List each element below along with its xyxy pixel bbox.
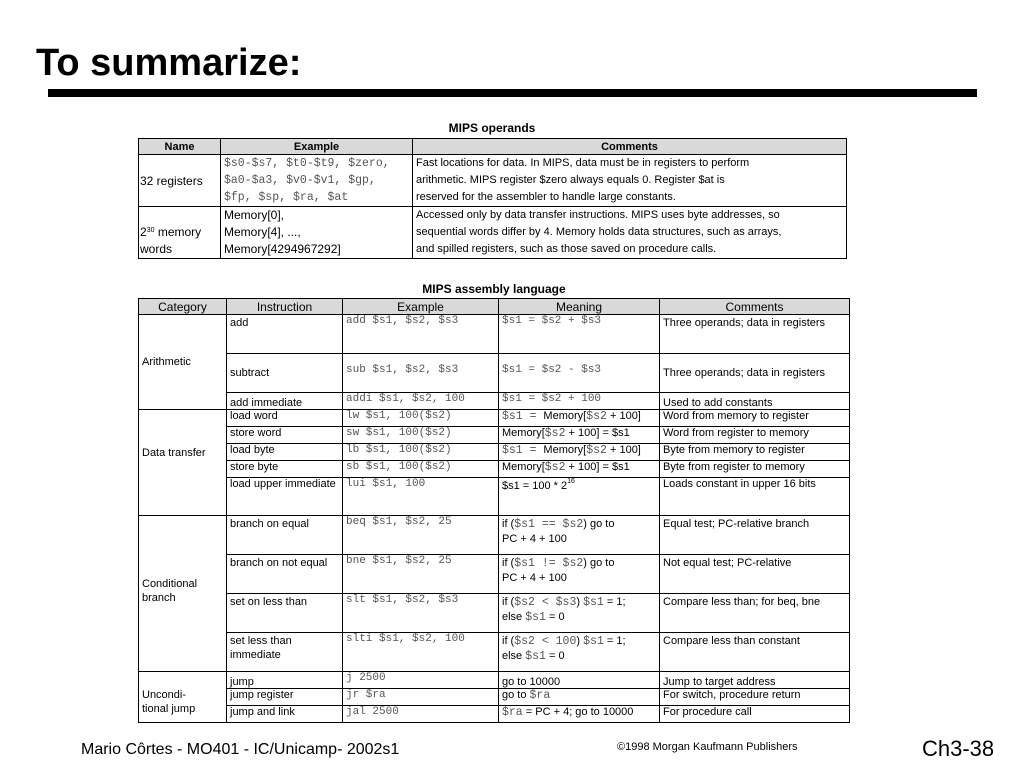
comment-cell: Equal test; PC-relative branch [660,516,850,555]
instruction-cell: set on less than [227,594,343,633]
instruction-cell: add immediate [227,393,343,410]
assembly-caption: MIPS assembly language [422,282,566,296]
table-row [139,427,850,444]
example-cell: sb $s1, 100($s2) [343,461,499,478]
meaning-cell: go to 10000 [499,672,660,689]
meaning-cell: Memory[$s2 + 100] = $s1 [499,427,660,444]
instruction-cell: branch on equal [227,516,343,555]
example-cell: beq $s1, $s2, 25 [343,516,499,555]
comment-cell: Byte from register to memory [660,461,850,478]
instruction-cell: load byte [227,444,343,461]
meaning-cell: $s1 = $s2 - $s3 [499,354,660,393]
table-row [139,461,850,478]
instruction-cell: jump [227,672,343,689]
operand-name: $2^{30}$ memory words [139,207,221,259]
title-rule [48,89,977,97]
example-cell: slt $s1, $s2, $s3 [343,594,499,633]
table-row [139,478,850,516]
table-row [139,315,850,354]
table-row [139,410,850,427]
instruction-cell: subtract [227,354,343,393]
table-row [139,516,850,555]
example-cell: sw $s1, 100($s2) [343,427,499,444]
header-name: Name [139,139,221,155]
footer-author: Mario Côrtes - MO401 - IC/Unicamp- 2002s1 [81,741,400,758]
table-row [139,393,850,410]
comment-cell: Byte from memory to register [660,444,850,461]
meaning-cell: if ($s2 < $s3) $s1 = 1; else $s1 = 0 [499,594,660,633]
instruction-cell: load word [227,410,343,427]
operand-comment: Fast locations for data. In MIPS, data must be in registers to perform arithmetic. MIPS register $zero always equals 0. Register $at is reserved for the assembler to handle large constants. [413,155,847,207]
table-row [139,155,847,207]
table-row [139,594,850,633]
instruction-cell: jump register [227,689,343,706]
header-example: Example [343,299,499,315]
example-cell: lw $s1, 100($s2) [343,410,499,427]
header-category: Category [139,299,227,315]
category-arithmetic: Arithmetic [139,315,227,410]
meaning-cell: $ra = PC + 4; go to 10000 [499,706,660,723]
category-data-transfer: Data transfer [139,410,227,516]
meaning-cell: $s1 = $s2 + 100 [499,393,660,410]
slide-title: To summarize: [36,42,302,84]
instruction-cell: jump and link [227,706,343,723]
meaning-cell: $s1 = Memory[$s2 + 100] [499,444,660,461]
footer-copyright: ©1998 Morgan Kaufmann Publishers [617,741,798,753]
table-row [139,444,850,461]
instruction-cell: load upper immediate [227,478,343,516]
header-comments: Comments [660,299,850,315]
table-row [139,689,850,706]
meaning-cell: if ($s1 == $s2) go to PC + 4 + 100 [499,516,660,555]
example-cell: j 2500 [343,672,499,689]
comment-cell: For switch, procedure return [660,689,850,706]
meaning-cell: $s1 = $100 * 2^{16}$ [499,478,660,516]
header-instruction: Instruction [227,299,343,315]
comment-cell: Compare less than; for beq, bne [660,594,850,633]
header-comments: Comments [413,139,847,155]
table-row [139,354,850,393]
comment-cell: Compare less than constant [660,633,850,672]
comment-cell: Three operands; data in registers [660,315,850,354]
footer-slide-number: Ch3-38 [922,736,995,761]
table-row [139,672,850,689]
example-cell: bne $s1, $s2, 25 [343,555,499,594]
operands-caption: MIPS operands [448,121,536,135]
category-conditional-branch: Conditional branch [139,516,227,672]
comment-cell: Word from memory to register [660,410,850,427]
example-cell: jal 2500 [343,706,499,723]
table-row [139,706,850,723]
operand-comment: Accessed only by data transfer instructions. MIPS uses byte addresses, so sequential words differ by 4. Memory holds data structures, such as arrays, and spilled registers, such as those saved on procedure calls. [413,207,847,259]
comment-cell: Word from register to memory [660,427,850,444]
meaning-cell: $s1 = $s2 + $s3 [499,315,660,354]
header-meaning: Meaning [499,299,660,315]
operand-name: 32 registers [139,155,221,207]
example-cell: lb $s1, 100($s2) [343,444,499,461]
instruction-cell: store word [227,427,343,444]
example-cell: lui $s1, 100 [343,478,499,516]
example-cell: addi $s1, $s2, 100 [343,393,499,410]
instruction-cell: store byte [227,461,343,478]
example-cell: add $s1, $s2, $s3 [343,315,499,354]
operand-example: $s0-$s7, $t0-$t9, $zero, $a0-$a3, $v0-$v1, $gp, $fp, $sp, $ra, $at [221,155,413,207]
comment-cell: Loads constant in upper 16 bits [660,478,850,516]
meaning-cell: if ($s1 != $s2) go to PC + 4 + 100 [499,555,660,594]
meaning-cell: go to $ra [499,689,660,706]
instruction-cell: set less than immediate [227,633,343,672]
example-cell: sub $s1, $s2, $s3 [343,354,499,393]
meaning-cell: Memory[$s2 + 100] = $s1 [499,461,660,478]
assembly-table [138,298,850,723]
comment-cell: Not equal test; PC-relative [660,555,850,594]
operand-example: Memory[0], Memory[4], ..., Memory[4294967292] [221,207,413,259]
header-example: Example [221,139,413,155]
comment-cell: Jump to target address [660,672,850,689]
operands-table [138,138,847,259]
table-row [139,555,850,594]
instruction-cell: add [227,315,343,354]
table-row [139,207,847,259]
comment-cell: Three operands; data in registers [660,354,850,393]
comment-cell: For procedure call [660,706,850,723]
instruction-cell: branch on not equal [227,555,343,594]
category-unconditional-jump: Uncondi- tional jump [139,672,227,723]
example-cell: jr $ra [343,689,499,706]
meaning-cell: if ($s2 < 100) $s1 = 1; else $s1 = 0 [499,633,660,672]
meaning-cell: $s1 = Memory[$s2 + 100] [499,410,660,427]
comment-cell: Used to add constants [660,393,850,410]
example-cell: slti $s1, $s2, 100 [343,633,499,672]
table-row [139,633,850,672]
